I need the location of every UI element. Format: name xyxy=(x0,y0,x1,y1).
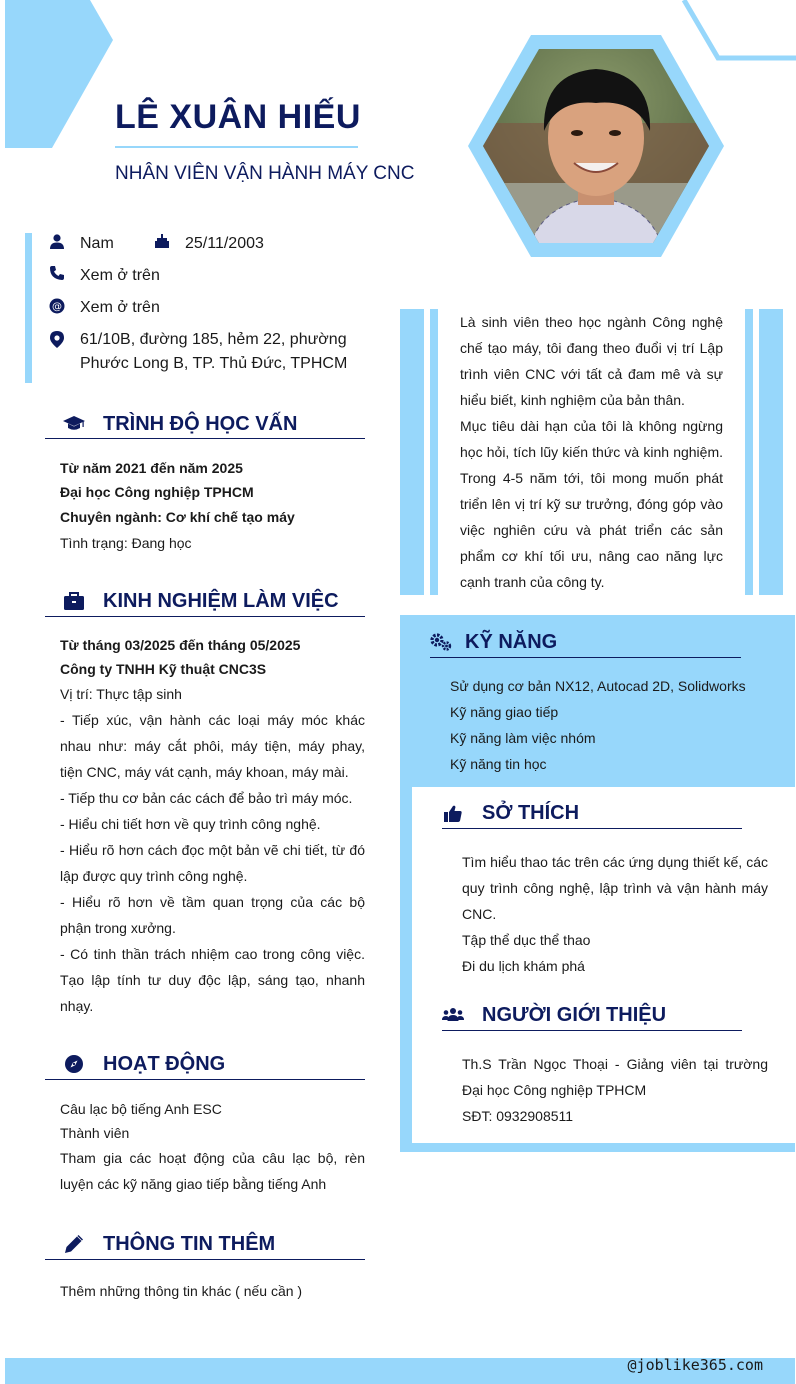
education-period: Từ năm 2021 đến năm 2025 xyxy=(60,460,243,476)
hobbies-heading xyxy=(442,798,579,828)
contact-accent-bar xyxy=(25,233,32,383)
avatar xyxy=(466,33,726,261)
activities-title: HOẠT ĐỘNG xyxy=(103,1052,226,1075)
phone-icon xyxy=(49,265,65,281)
hobbies-title: SỞ THÍCH xyxy=(482,801,580,824)
objective-paragraph: Là sinh viên theo học ngành Công nghệ chế tạo máy, tôi đang theo đuổi vị trí Lập trình viên CNC với tất cả đam mê và sự hiểu biết, kinh nghiệm của bản thân. xyxy=(460,314,723,408)
birthday-text: 25/11/2003 xyxy=(185,235,264,252)
skills-divider xyxy=(430,657,741,658)
objective-paragraph: Mục tiêu dài hạn của tôi là không ngừng học hỏi, tích lũy kiến thức và kinh nghiệm. Trong 4-5 năm tới, tôi mong muốn phát triển lên vị trí kỹ sư trưởng, đóng góp vào việc nghiên cứu và phát triển các sản phẩm cơ khí tối ưu, nâng cao năng lực cạnh tranh của công ty. xyxy=(460,418,723,590)
experience-item: - Hiểu rõ hơn về tầm quan trọng của các bộ phận trong xưởng. xyxy=(60,894,365,936)
skill-item: Kỹ năng giao tiếp xyxy=(450,704,559,720)
activities-role: Thành viên xyxy=(60,1125,130,1141)
skill-item: Kỹ năng làm việc nhóm xyxy=(450,730,596,746)
experience-item: - Hiểu chi tiết hơn về quy trình công nghệ. xyxy=(60,816,321,832)
experience-item: - Hiểu rõ hơn cách đọc một bản vẽ chi tiết, từ đó lập được quy trình công nghệ. xyxy=(60,842,365,884)
experience-item: - Có tinh thần trách nhiệm cao trong công việc. Tạo lập tính tư duy độc lập, sáng tạo, nhanh nhạy. xyxy=(60,946,365,1014)
skills-heading xyxy=(430,627,557,657)
thumbs-up-icon xyxy=(442,802,464,824)
more-info-text: Thêm những thông tin khác ( nếu cần ) xyxy=(60,1283,303,1299)
skill-item: Sử dụng cơ bản NX12, Autocad 2D, Solidworks xyxy=(450,678,746,694)
objective-accent-left-thin xyxy=(430,309,438,595)
hobby-item: Đi du lịch khám phá xyxy=(462,958,585,974)
experience-item: - Tiếp xúc, vận hành các loại máy móc khác nhau như: máy cắt phôi, máy tiện, máy phay, tiện CNC, máy vát cạnh, máy khoan, máy mài. xyxy=(60,712,365,780)
referee-content xyxy=(462,1051,768,1129)
skills-title: KỸ NĂNG xyxy=(465,630,558,653)
birthday-cake-icon xyxy=(154,233,170,249)
objective-accent-right-wide xyxy=(759,309,783,595)
hobby-item: Tìm hiểu thao tác trên các ứng dụng thiết kế, các quy trình công nghệ, lập trình và vận hành máy CNC. xyxy=(462,854,768,922)
activities-divider xyxy=(45,1079,365,1080)
referee-divider xyxy=(442,1030,742,1031)
job-title: NHÂN VIÊN VẬN HÀNH MÁY CNC xyxy=(115,163,415,184)
referee-title: NGƯỜI GIỚI THIỆU xyxy=(482,1003,667,1026)
education-content xyxy=(60,456,365,555)
email-text: Xem ở trên xyxy=(80,299,160,316)
experience-item: - Tiếp thu cơ bản các cách để bảo trì máy móc. xyxy=(60,790,353,806)
activities-desc: Tham gia các hoạt động của câu lạc bộ, rèn luyện các kỹ năng giao tiếp bằng tiếng Anh xyxy=(60,1150,365,1192)
footer-brand: @joblike365.com xyxy=(627,1356,763,1374)
gender-text: Nam xyxy=(80,235,114,252)
pencil-icon xyxy=(63,1233,85,1255)
user-icon xyxy=(49,233,65,249)
referee-phone: SĐT: 0932908511 xyxy=(462,1108,574,1124)
activities-club: Câu lạc bộ tiếng Anh ESC xyxy=(60,1101,222,1117)
svg-text:@: @ xyxy=(52,301,62,313)
hobbies-list xyxy=(462,849,768,979)
location-pin-icon xyxy=(49,331,65,347)
name-underline xyxy=(115,146,358,148)
objective-accent-right-thin xyxy=(745,309,753,595)
experience-heading xyxy=(63,586,339,616)
skill-item: Kỹ năng tin học xyxy=(450,756,547,772)
more-info-title: THÔNG TIN THÊM xyxy=(103,1232,276,1255)
education-divider xyxy=(45,438,365,439)
experience-company: Công ty TNHH Kỹ thuật CNC3S xyxy=(60,661,267,677)
email-at-icon xyxy=(49,298,65,314)
skills-list xyxy=(450,673,790,777)
experience-title: KINH NGHIỆM LÀM VIỆC xyxy=(103,589,339,612)
activities-content xyxy=(60,1097,365,1197)
hobby-item: Tập thể dục thể thao xyxy=(462,932,591,948)
hobbies-divider xyxy=(442,828,742,829)
referee-heading xyxy=(442,1000,666,1030)
referee-name: Th.S Trần Ngọc Thoại - Giảng viên tại trường Đại học Công nghiệp TPHCM xyxy=(462,1056,768,1098)
compass-icon xyxy=(63,1053,85,1075)
objective-accent-left-wide xyxy=(400,309,424,595)
graduation-cap-icon xyxy=(63,413,85,435)
experience-period: Từ tháng 03/2025 đến tháng 05/2025 xyxy=(60,637,301,653)
top-left-decoration xyxy=(0,0,120,150)
education-heading xyxy=(63,409,297,439)
candidate-name: LÊ XUÂN HIẾU xyxy=(115,98,361,136)
gears-icon xyxy=(430,631,452,653)
more-info-divider xyxy=(45,1259,365,1260)
experience-position: Vị trí: Thực tập sinh xyxy=(60,686,182,702)
education-title: TRÌNH ĐỘ HỌC VẤN xyxy=(103,412,298,435)
activities-heading xyxy=(63,1049,225,1079)
address-text: 61/10B, đường 185, hẻm 22, phường Phước Long B, TP. Thủ Đức, TPHCM xyxy=(80,331,348,372)
experience-divider xyxy=(45,616,365,617)
education-school: Đại học Công nghiệp TPHCM xyxy=(60,484,254,500)
education-status: Tình trạng: Đang học xyxy=(60,535,192,551)
experience-content xyxy=(60,633,365,1019)
phone-text: Xem ở trên xyxy=(80,267,160,284)
career-objective xyxy=(460,309,723,595)
more-info-heading xyxy=(63,1229,275,1259)
briefcase-icon xyxy=(63,590,85,612)
education-major: Chuyên ngành: Cơ khí chế tạo máy xyxy=(60,509,295,525)
users-group-icon xyxy=(442,1004,464,1026)
